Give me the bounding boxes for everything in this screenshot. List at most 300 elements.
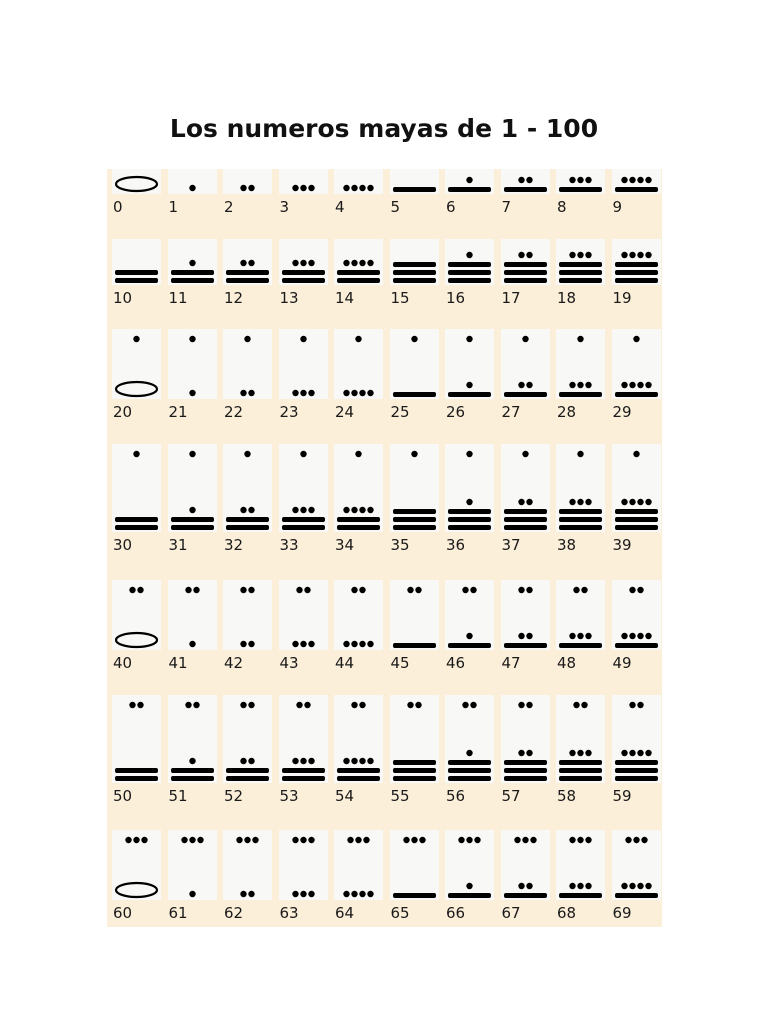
dot-icon bbox=[189, 336, 195, 342]
numeral-label: 39 bbox=[612, 536, 632, 554]
dot-icon bbox=[308, 758, 314, 764]
bar-icon bbox=[282, 517, 325, 522]
numeral-label: 36 bbox=[446, 536, 466, 554]
numeral-glyph bbox=[112, 580, 161, 650]
dot-icon bbox=[185, 587, 191, 593]
dot-icon bbox=[189, 891, 195, 897]
dot-icon bbox=[189, 641, 195, 647]
numeral-glyph bbox=[445, 830, 494, 900]
dot-icon bbox=[304, 587, 310, 593]
bar-icon bbox=[615, 768, 658, 773]
dot-icon bbox=[248, 587, 254, 593]
dot-icon bbox=[351, 891, 357, 897]
numeral-glyph bbox=[390, 444, 439, 532]
numeral-label: 5 bbox=[390, 198, 401, 216]
numeral-glyph bbox=[612, 444, 661, 532]
shell-zero-icon bbox=[116, 177, 157, 191]
numeral-label: 46 bbox=[446, 654, 466, 672]
dot-icon bbox=[129, 587, 135, 593]
bar-icon bbox=[282, 768, 325, 773]
numeral-label: 60 bbox=[113, 904, 133, 922]
dot-icon bbox=[522, 451, 528, 457]
dot-icon bbox=[462, 702, 468, 708]
dot-icon bbox=[573, 702, 579, 708]
dot-icon bbox=[621, 883, 627, 889]
dot-icon bbox=[645, 177, 651, 183]
dot-icon bbox=[240, 891, 246, 897]
numeral-label: 42 bbox=[224, 654, 244, 672]
numeral-label: 19 bbox=[612, 289, 632, 307]
numeral-label: 38 bbox=[557, 536, 577, 554]
bar-icon bbox=[448, 262, 491, 267]
dot-icon bbox=[240, 507, 246, 513]
dot-icon bbox=[185, 702, 191, 708]
dot-icon bbox=[141, 837, 147, 843]
numeral-glyph bbox=[279, 580, 328, 650]
dot-icon bbox=[308, 837, 314, 843]
dot-icon bbox=[637, 587, 643, 593]
dot-icon bbox=[367, 260, 373, 266]
dot-icon bbox=[359, 702, 365, 708]
dot-icon bbox=[367, 758, 373, 764]
numeral-label: 57 bbox=[501, 787, 521, 805]
dot-icon bbox=[637, 750, 643, 756]
dot-icon bbox=[292, 891, 298, 897]
dot-icon bbox=[355, 451, 361, 457]
numeral-glyph bbox=[556, 239, 605, 285]
dot-icon bbox=[569, 883, 575, 889]
dot-icon bbox=[466, 382, 472, 388]
numeral-glyph bbox=[501, 695, 550, 783]
dot-icon bbox=[419, 837, 425, 843]
dot-icon bbox=[518, 702, 524, 708]
dot-icon bbox=[248, 390, 254, 396]
dot-icon bbox=[466, 177, 472, 183]
bar-icon bbox=[171, 270, 214, 275]
dot-icon bbox=[411, 451, 417, 457]
dot-icon bbox=[308, 260, 314, 266]
dot-icon bbox=[637, 883, 643, 889]
dot-icon bbox=[189, 837, 195, 843]
numeral-glyph bbox=[445, 695, 494, 783]
bar-icon bbox=[615, 643, 658, 648]
dot-icon bbox=[518, 750, 524, 756]
numeral-label: 11 bbox=[168, 289, 188, 307]
numeral-label: 7 bbox=[501, 198, 512, 216]
numeral-glyph bbox=[279, 695, 328, 783]
bar-icon bbox=[559, 525, 602, 530]
dot-icon bbox=[359, 185, 365, 191]
numeral-label: 58 bbox=[557, 787, 577, 805]
numeral-label: 33 bbox=[279, 536, 299, 554]
dot-icon bbox=[193, 702, 199, 708]
dot-icon bbox=[308, 185, 314, 191]
dot-icon bbox=[240, 587, 246, 593]
dot-icon bbox=[296, 702, 302, 708]
numeral-label: 3 bbox=[279, 198, 290, 216]
bar-icon bbox=[504, 643, 547, 648]
bar-icon bbox=[448, 392, 491, 397]
dot-icon bbox=[248, 758, 254, 764]
bar-icon bbox=[393, 768, 436, 773]
dot-icon bbox=[129, 702, 135, 708]
dot-icon bbox=[577, 633, 583, 639]
numeral-glyph bbox=[556, 444, 605, 532]
numeral-glyph bbox=[223, 329, 272, 399]
dot-icon bbox=[621, 177, 627, 183]
dot-icon bbox=[300, 260, 306, 266]
bar-icon bbox=[615, 392, 658, 397]
dot-icon bbox=[363, 837, 369, 843]
dot-icon bbox=[133, 451, 139, 457]
dot-icon bbox=[518, 633, 524, 639]
numeral-glyph bbox=[223, 239, 272, 285]
numeral-label: 10 bbox=[113, 289, 133, 307]
dot-icon bbox=[343, 641, 349, 647]
numeral-label: 8 bbox=[557, 198, 567, 216]
bar-icon bbox=[115, 525, 158, 530]
dot-icon bbox=[292, 758, 298, 764]
dot-icon bbox=[367, 185, 373, 191]
numeral-glyph bbox=[390, 830, 439, 900]
numeral-glyph bbox=[390, 239, 439, 285]
numeral-label: 62 bbox=[224, 904, 244, 922]
dot-icon bbox=[181, 837, 187, 843]
bar-icon bbox=[226, 270, 269, 275]
bar-icon bbox=[226, 776, 269, 781]
numeral-glyph bbox=[334, 329, 383, 399]
numeral-label: 17 bbox=[501, 289, 521, 307]
numeral-label: 13 bbox=[279, 289, 299, 307]
bar-icon bbox=[448, 278, 491, 283]
dot-icon bbox=[244, 336, 250, 342]
dot-icon bbox=[351, 390, 357, 396]
numeral-glyph bbox=[612, 830, 661, 900]
dot-icon bbox=[343, 507, 349, 513]
bar-icon bbox=[615, 893, 658, 898]
numeral-label: 35 bbox=[390, 536, 410, 554]
numeral-glyph bbox=[223, 580, 272, 650]
dot-icon bbox=[189, 758, 195, 764]
bar-icon bbox=[393, 776, 436, 781]
numeral-label: 31 bbox=[168, 536, 188, 554]
dot-icon bbox=[577, 252, 583, 258]
dot-icon bbox=[292, 641, 298, 647]
bar-icon bbox=[171, 776, 214, 781]
numeral-glyph bbox=[501, 580, 550, 650]
bar-icon bbox=[393, 187, 436, 192]
dot-icon bbox=[577, 177, 583, 183]
dot-icon bbox=[585, 750, 591, 756]
numeral-glyph bbox=[112, 239, 161, 285]
numeral-glyph bbox=[445, 239, 494, 285]
dot-icon bbox=[351, 702, 357, 708]
dot-icon bbox=[125, 837, 131, 843]
bar-icon bbox=[448, 768, 491, 773]
dot-icon bbox=[292, 185, 298, 191]
dot-icon bbox=[197, 837, 203, 843]
dot-icon bbox=[585, 633, 591, 639]
numeral-label: 4 bbox=[335, 198, 345, 216]
dot-icon bbox=[466, 750, 472, 756]
bar-icon bbox=[615, 517, 658, 522]
dot-icon bbox=[411, 837, 417, 843]
bar-icon bbox=[337, 768, 380, 773]
dot-icon bbox=[244, 451, 250, 457]
bar-icon bbox=[448, 893, 491, 898]
bar-icon bbox=[448, 270, 491, 275]
dot-icon bbox=[415, 702, 421, 708]
shell-zero-icon bbox=[116, 883, 157, 897]
bar-icon bbox=[504, 392, 547, 397]
dot-icon bbox=[403, 837, 409, 843]
dot-icon bbox=[244, 837, 250, 843]
numeral-label: 59 bbox=[612, 787, 632, 805]
dot-icon bbox=[645, 382, 651, 388]
dot-icon bbox=[300, 390, 306, 396]
numeral-label: 43 bbox=[279, 654, 299, 672]
dot-icon bbox=[133, 837, 139, 843]
bar-icon bbox=[337, 270, 380, 275]
numeral-label: 66 bbox=[446, 904, 466, 922]
numeral-glyph bbox=[168, 580, 217, 650]
dot-icon bbox=[569, 252, 575, 258]
dot-icon bbox=[292, 390, 298, 396]
dot-icon bbox=[470, 702, 476, 708]
dot-icon bbox=[351, 260, 357, 266]
dot-icon bbox=[240, 702, 246, 708]
dot-icon bbox=[359, 507, 365, 513]
numeral-label: 20 bbox=[113, 403, 133, 421]
numeral-label: 55 bbox=[390, 787, 410, 805]
bar-icon bbox=[337, 525, 380, 530]
numeral-glyph bbox=[556, 329, 605, 399]
dot-icon bbox=[577, 837, 583, 843]
dot-icon bbox=[474, 837, 480, 843]
dot-icon bbox=[585, 499, 591, 505]
dot-icon bbox=[645, 883, 651, 889]
bar-icon bbox=[226, 278, 269, 283]
bar-icon bbox=[615, 270, 658, 275]
bar-icon bbox=[559, 278, 602, 283]
bar-icon bbox=[226, 525, 269, 530]
numeral-label: 29 bbox=[612, 403, 632, 421]
dot-icon bbox=[248, 260, 254, 266]
numeral-glyph bbox=[279, 830, 328, 900]
bar-icon bbox=[559, 643, 602, 648]
dot-icon bbox=[569, 750, 575, 756]
dot-icon bbox=[577, 499, 583, 505]
bar-icon bbox=[559, 768, 602, 773]
dot-icon bbox=[573, 587, 579, 593]
dot-icon bbox=[407, 702, 413, 708]
dot-icon bbox=[526, 252, 532, 258]
numeral-label: 40 bbox=[113, 654, 133, 672]
dot-icon bbox=[629, 750, 635, 756]
dot-icon bbox=[526, 177, 532, 183]
numeral-label: 27 bbox=[501, 403, 521, 421]
bar-icon bbox=[504, 270, 547, 275]
dot-icon bbox=[415, 587, 421, 593]
dot-icon bbox=[581, 702, 587, 708]
numeral-label: 68 bbox=[557, 904, 577, 922]
numeral-label: 45 bbox=[390, 654, 410, 672]
bar-icon bbox=[448, 517, 491, 522]
bar-icon bbox=[504, 768, 547, 773]
dot-icon bbox=[518, 177, 524, 183]
numeral-label: 49 bbox=[612, 654, 632, 672]
dot-icon bbox=[466, 336, 472, 342]
dot-icon bbox=[458, 837, 464, 843]
dot-icon bbox=[240, 185, 246, 191]
numeral-label: 56 bbox=[446, 787, 466, 805]
bar-icon bbox=[448, 760, 491, 765]
numeral-label: 18 bbox=[557, 289, 577, 307]
bar-icon bbox=[226, 517, 269, 522]
dot-icon bbox=[522, 837, 528, 843]
dot-icon bbox=[308, 891, 314, 897]
bar-icon bbox=[559, 270, 602, 275]
bar-icon bbox=[337, 278, 380, 283]
bar-icon bbox=[337, 776, 380, 781]
dot-icon bbox=[355, 837, 361, 843]
dot-icon bbox=[518, 382, 524, 388]
dot-icon bbox=[359, 641, 365, 647]
numeral-glyph bbox=[612, 239, 661, 285]
bar-icon bbox=[504, 893, 547, 898]
bar-icon bbox=[615, 187, 658, 192]
numeral-label: 52 bbox=[224, 787, 244, 805]
numeral-glyph bbox=[556, 169, 605, 194]
numeral-label: 12 bbox=[224, 289, 244, 307]
numeral-glyph bbox=[279, 169, 328, 194]
dot-icon bbox=[645, 252, 651, 258]
dot-icon bbox=[236, 837, 242, 843]
dot-icon bbox=[518, 499, 524, 505]
bar-icon bbox=[393, 760, 436, 765]
numeral-glyph bbox=[168, 239, 217, 285]
bar-icon bbox=[504, 517, 547, 522]
bar-icon bbox=[171, 768, 214, 773]
numeral-glyph bbox=[445, 169, 494, 194]
bar-icon bbox=[615, 278, 658, 283]
dot-icon bbox=[367, 507, 373, 513]
numeral-glyph bbox=[501, 239, 550, 285]
dot-icon bbox=[470, 587, 476, 593]
dot-icon bbox=[569, 177, 575, 183]
bar-icon bbox=[448, 509, 491, 514]
dot-icon bbox=[526, 750, 532, 756]
numeral-label: 64 bbox=[335, 904, 355, 922]
numeral-label: 26 bbox=[446, 403, 466, 421]
dot-icon bbox=[133, 336, 139, 342]
dot-icon bbox=[359, 390, 365, 396]
dot-icon bbox=[526, 499, 532, 505]
bar-icon bbox=[282, 278, 325, 283]
dot-icon bbox=[308, 390, 314, 396]
numeral-label: 28 bbox=[557, 403, 577, 421]
shell-zero-icon bbox=[116, 633, 157, 647]
dot-icon bbox=[518, 252, 524, 258]
dot-icon bbox=[637, 252, 643, 258]
dot-icon bbox=[569, 382, 575, 388]
dot-icon bbox=[641, 837, 647, 843]
bar-icon bbox=[282, 776, 325, 781]
numeral-glyph bbox=[390, 169, 439, 194]
bar-icon bbox=[115, 776, 158, 781]
numeral-label: 47 bbox=[501, 654, 521, 672]
numeral-glyph bbox=[445, 580, 494, 650]
numeral-glyph bbox=[168, 329, 217, 399]
dot-icon bbox=[629, 587, 635, 593]
dot-icon bbox=[569, 837, 575, 843]
bar-icon bbox=[559, 517, 602, 522]
dot-icon bbox=[621, 252, 627, 258]
numeral-label: 61 bbox=[168, 904, 188, 922]
numeral-glyph bbox=[501, 444, 550, 532]
numeral-glyph bbox=[612, 695, 661, 783]
bar-icon bbox=[615, 776, 658, 781]
dot-icon bbox=[189, 260, 195, 266]
bar-icon bbox=[504, 278, 547, 283]
bar-icon bbox=[282, 270, 325, 275]
dot-icon bbox=[629, 883, 635, 889]
dot-icon bbox=[300, 451, 306, 457]
dot-icon bbox=[411, 336, 417, 342]
dot-icon bbox=[308, 507, 314, 513]
dot-icon bbox=[308, 641, 314, 647]
numeral-label: 23 bbox=[279, 403, 299, 421]
bar-icon bbox=[615, 509, 658, 514]
numeral-label: 2 bbox=[224, 198, 234, 216]
numeral-glyph bbox=[223, 830, 272, 900]
numeral-label: 69 bbox=[612, 904, 632, 922]
dot-icon bbox=[248, 507, 254, 513]
dot-icon bbox=[407, 587, 413, 593]
dot-icon bbox=[343, 758, 349, 764]
numeral-label: 0 bbox=[113, 198, 123, 216]
numeral-glyph bbox=[112, 169, 161, 194]
numeral-glyph bbox=[556, 580, 605, 650]
dot-icon bbox=[343, 260, 349, 266]
dot-icon bbox=[466, 499, 472, 505]
numeral-glyph bbox=[279, 329, 328, 399]
numeral-label: 25 bbox=[390, 403, 410, 421]
dot-icon bbox=[248, 891, 254, 897]
page-title: Los numeros mayas de 1 - 100 bbox=[169, 114, 599, 143]
dot-icon bbox=[300, 837, 306, 843]
numeral-label: 1 bbox=[168, 198, 179, 216]
dot-icon bbox=[637, 702, 643, 708]
dot-icon bbox=[526, 587, 532, 593]
numeral-glyph bbox=[223, 695, 272, 783]
bar-icon bbox=[393, 893, 436, 898]
dot-icon bbox=[629, 382, 635, 388]
dot-icon bbox=[466, 451, 472, 457]
bar-icon bbox=[448, 776, 491, 781]
numeral-glyph bbox=[112, 444, 161, 532]
numeral-label: 37 bbox=[501, 536, 521, 554]
bar-icon bbox=[393, 262, 436, 267]
numeral-glyph bbox=[612, 580, 661, 650]
dot-icon bbox=[526, 702, 532, 708]
dot-icon bbox=[581, 587, 587, 593]
dot-icon bbox=[621, 499, 627, 505]
dot-icon bbox=[304, 702, 310, 708]
dot-icon bbox=[577, 750, 583, 756]
dot-icon bbox=[637, 499, 643, 505]
numeral-glyph bbox=[334, 239, 383, 285]
